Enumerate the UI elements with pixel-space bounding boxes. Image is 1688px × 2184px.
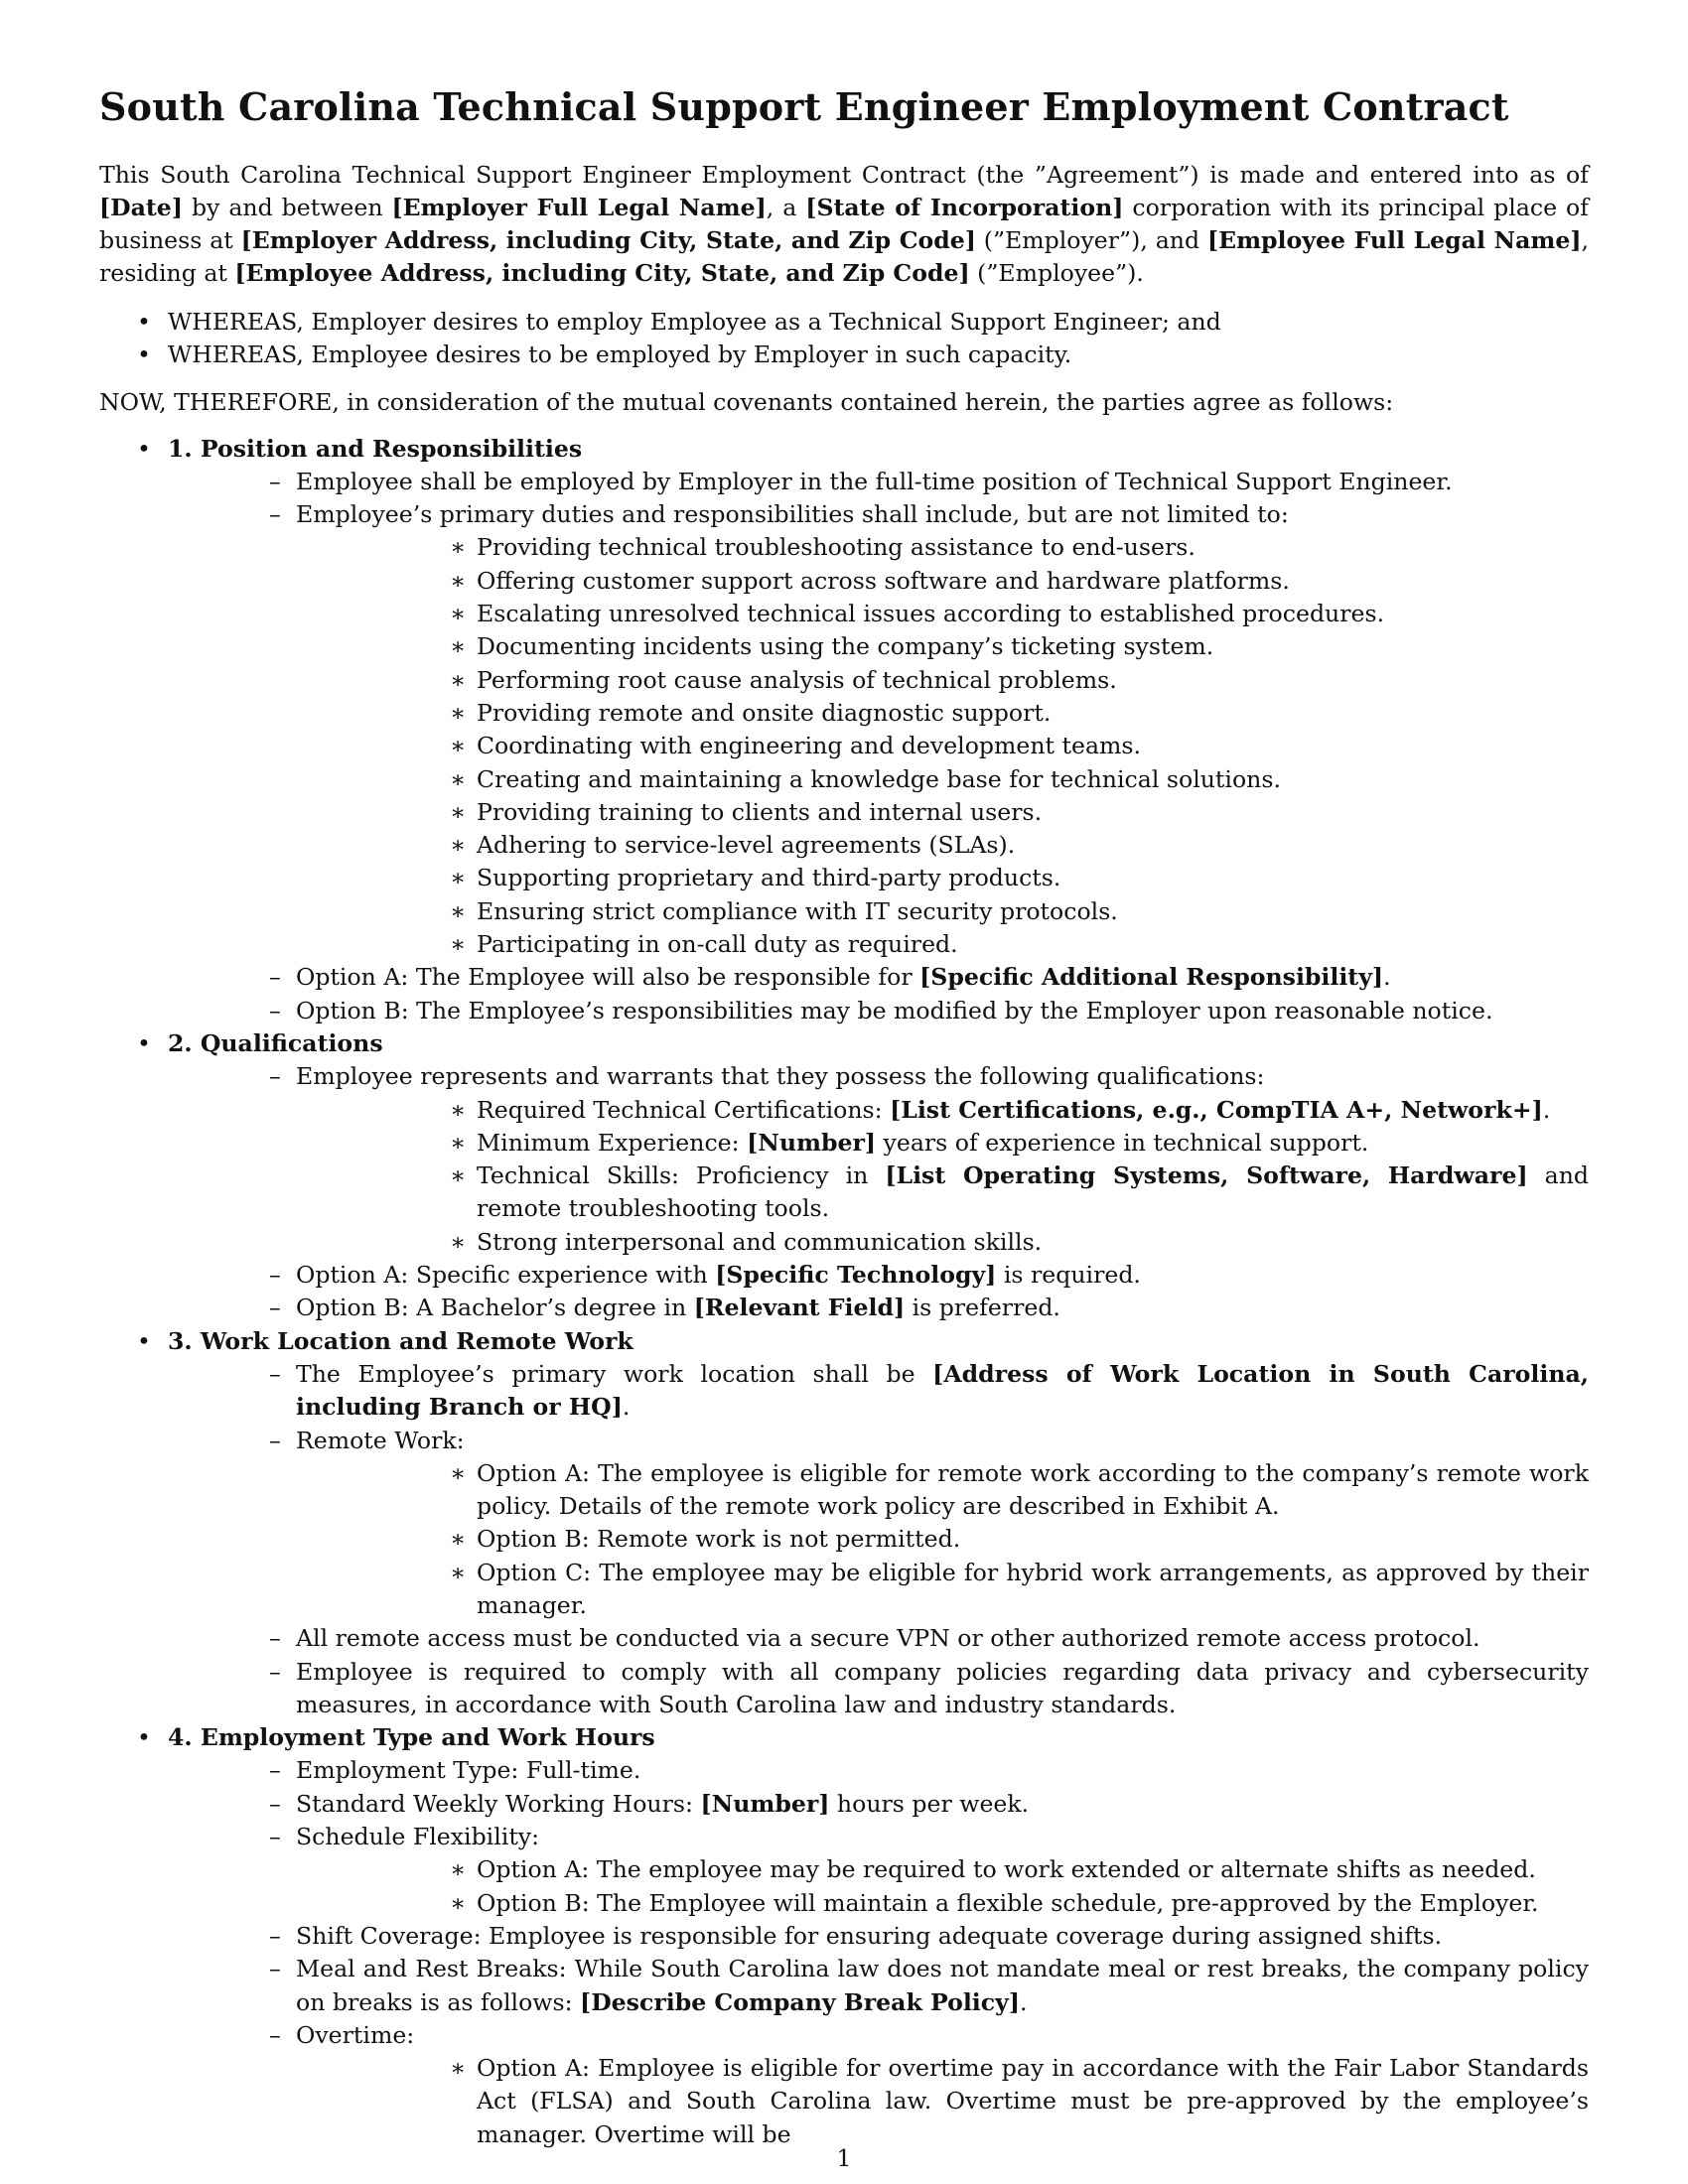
list-item: – Option B: A Bachelor’s degree in [Relevant Field] is preferred. (168, 1292, 1589, 1324)
document-page (99, 85, 1589, 2151)
section-title: 1. Position and Responsibilities (168, 434, 583, 463)
duty-item: ∗ Offering customer support across software and hardware platforms. (296, 565, 1589, 598)
overtime-option: ∗ Option A: Employee is eligible for overtime pay in accordance with the Fair Labor Standards Act (FLSA) and South Carolina law. Overtime must be pre-approved by the employee’s manager. Overtime will be (296, 2052, 1589, 2151)
employer-name-placeholder: [Employer Full Legal Name] (391, 194, 767, 221)
qualification-item: ∗ Required Technical Certifications: [List Certifications, e.g., CompTIA A+, Network+]. (296, 1094, 1589, 1127)
employee-address-placeholder: [Employee Address, including City, State, and Zip Code] (234, 259, 970, 287)
duty-item: ∗ Supporting proprietary and third-party products. (296, 862, 1589, 894)
list-item: – Remote Work: ∗ Option A: The employee is eligible for remote work according to the company’s remote work policy. Details of the remote work policy are described in Exhibit A. ∗ Option B: Remote work is not permitted. ∗ Option C: The employee may be eligible for hybrid work arrangements, as approved by their manager. (168, 1425, 1589, 1623)
list-item: – Schedule Flexibility: ∗ Option A: The employee may be required to work extended or alternate shifts as needed. ∗ Option B: The Employee will maintain a flexible schedule, pre-approved by the Employer. (168, 1821, 1589, 1920)
duty-item: ∗ Creating and maintaining a knowledge base for technical solutions. (296, 763, 1589, 796)
section-title: 3. Work Location and Remote Work (168, 1326, 633, 1355)
employee-name-placeholder: [Employee Full Legal Name] (1206, 226, 1582, 254)
list-item: – Standard Weekly Working Hours: [Number] hours per week. (168, 1788, 1589, 1821)
section-4 (99, 1721, 1589, 2151)
list-item: – Meal and Rest Breaks: While South Carolina law does not mandate meal or rest breaks, the company policy on breaks is as follows: [Describe Company Break Policy]. (168, 1953, 1589, 2019)
remote-option: ∗ Option C: The employee may be eligible for hybrid work arrangements, as approved by their manager. (296, 1557, 1589, 1623)
section-3 (99, 1325, 1589, 1722)
duty-item: ∗ Escalating unresolved technical issues according to established procedures. (296, 598, 1589, 630)
qualification-item: ∗ Strong interpersonal and communication skills. (296, 1226, 1589, 1259)
list-item: – Overtime: ∗ Option A: Employee is eligible for overtime pay in accordance with the Fair Labor Standards Act (FLSA) and South Carolina law. Overtime must be pre-approved by the employee’s manager. Overtime will be (168, 2019, 1589, 2151)
duty-item: ∗ Providing remote and onsite diagnostic support. (296, 697, 1589, 730)
list-item: – Employee is required to comply with all company policies regarding data privacy and cybersecurity measures, in accordance with South Carolina law and industry standards. (168, 1656, 1589, 1722)
duty-item: ∗ Ensuring strict compliance with IT security protocols. (296, 895, 1589, 928)
state-placeholder: [State of Incorporation] (805, 194, 1124, 221)
list-item: – Shift Coverage: Employee is responsible for ensuring adequate coverage during assigned shifts. (168, 1920, 1589, 1953)
section-2 (99, 1027, 1589, 1325)
now-therefore: NOW, THEREFORE, in consideration of the mutual covenants contained herein, the parties agree as follows: (99, 387, 1394, 416)
list-item: – Employee shall be employed by Employer in the full-time position of Technical Support Engineer. (168, 466, 1589, 498)
duties-list (296, 531, 1589, 961)
list-item: – Option A: Specific experience with [Specific Technology] is required. (168, 1259, 1589, 1292)
list-item: – Employee represents and warrants that they possess the following qualifications: ∗ Required Technical Certifications: [List Certifications, e.g., CompTIA A+, Network+]. ∗ Minimum Experience: [Number] years of experience in technical support. ∗ Technical Skills: Proficiency in [List Operating Systems, Software, Hardware] and remote troubleshooting tools. ∗ Strong interpersonal and communication skills. (168, 1060, 1589, 1259)
list-item: – All remote access must be conducted via a secure VPN or other authorized remote access protocol. (168, 1622, 1589, 1655)
duty-item: ∗ Coordinating with engineering and development teams. (296, 730, 1589, 762)
schedule-option: ∗ Option B: The Employee will maintain a flexible schedule, pre-approved by the Employer. (296, 1887, 1589, 1920)
date-placeholder: [Date] (99, 194, 183, 221)
list-item: – Option B: The Employee’s responsibilities may be modified by the Employer upon reasonable notice. (168, 995, 1589, 1027)
duty-item: ∗ Providing technical troubleshooting assistance to end-users. (296, 531, 1589, 564)
schedule-option: ∗ Option A: The employee may be required to work extended or alternate shifts as needed. (296, 1853, 1589, 1886)
list-item: – Employment Type: Full-time. (168, 1754, 1589, 1787)
section-title: 2. Qualifications (168, 1028, 383, 1057)
duty-item: ∗ Documenting incidents using the company’s ticketing system. (296, 630, 1589, 663)
duty-item: ∗ Performing root cause analysis of technical problems. (296, 664, 1589, 697)
duty-item: ∗ Adhering to service-level agreements (SLAs). (296, 829, 1589, 862)
duty-item: ∗ Participating in on-call duty as required. (296, 928, 1589, 961)
list-item: – Option A: The Employee will also be responsible for [Specific Additional Responsibility]. (168, 961, 1589, 994)
page-number: 1 (836, 2144, 852, 2172)
section-1 (99, 433, 1589, 1027)
qualification-item: ∗ Technical Skills: Proficiency in [List Operating Systems, Software, Hardware] and remote troubleshooting tools. (296, 1160, 1589, 1226)
list-item: – The Employee’s primary work location shall be [Address of Work Location in South Carolina, including Branch or HQ]. (168, 1358, 1589, 1425)
whereas-item: • WHEREAS, Employee desires to be employed by Employer in such capacity. (99, 339, 1589, 371)
duty-item: ∗ Providing training to clients and internal users. (296, 796, 1589, 829)
whereas-item: • WHEREAS, Employer desires to employ Employee as a Technical Support Engineer; and (99, 306, 1589, 339)
employer-address-placeholder: [Employer Address, including City, State, and Zip Code] (240, 226, 976, 254)
sections-list (99, 433, 1589, 2151)
intro-paragraph: This South Carolina Technical Support Engineer Employment Contract (the ”Agreement”) is made and entered into as of [Date] by and between [Employer Full Legal Name], a [State of Incorporation] corporation with its principal place of business at [Employer Address, including City, State, and Zip Code] (”Employer”), and [Employee Full Legal Name], residing at [Employee Address, including City, State, and Zip Code] (”Employee”). (99, 161, 1589, 287)
whereas-list (99, 306, 1589, 372)
remote-option: ∗ Option A: The employee is eligible for remote work according to the company’s remote work policy. Details of the remote work policy are described in Exhibit A. (296, 1457, 1589, 1524)
section-title: 4. Employment Type and Work Hours (168, 1723, 655, 1752)
remote-option: ∗ Option B: Remote work is not permitted. (296, 1523, 1589, 1556)
document-title: South Carolina Technical Support Engineer Employment Contract (99, 84, 1509, 129)
list-item: – Employee’s primary duties and responsibilities shall include, but are not limited to: ∗ Providing technical troubleshooting assistance to end-users. ∗ Offering customer support across software and hardware platforms. ∗ Escalating unresolved technical issues according to established procedures. ∗ Documenting incidents using the company’s ticketing system. ∗ Performing root cause analysis of technical problems. ∗ Providing remote and onsite diagnostic support. ∗ Coordinating with engineering and development teams. ∗ Creating and maintaining a knowledge base for technical solutions. ∗ Providing training to clients and internal users. ∗ Adhering to service-level agreements (SLAs). ∗ Supporting proprietary and third-party products. ∗ Ensuring strict compliance with IT security protocols. ∗ Participating in on-call duty as required. (168, 498, 1589, 961)
qualification-item: ∗ Minimum Experience: [Number] years of experience in technical support. (296, 1127, 1589, 1160)
